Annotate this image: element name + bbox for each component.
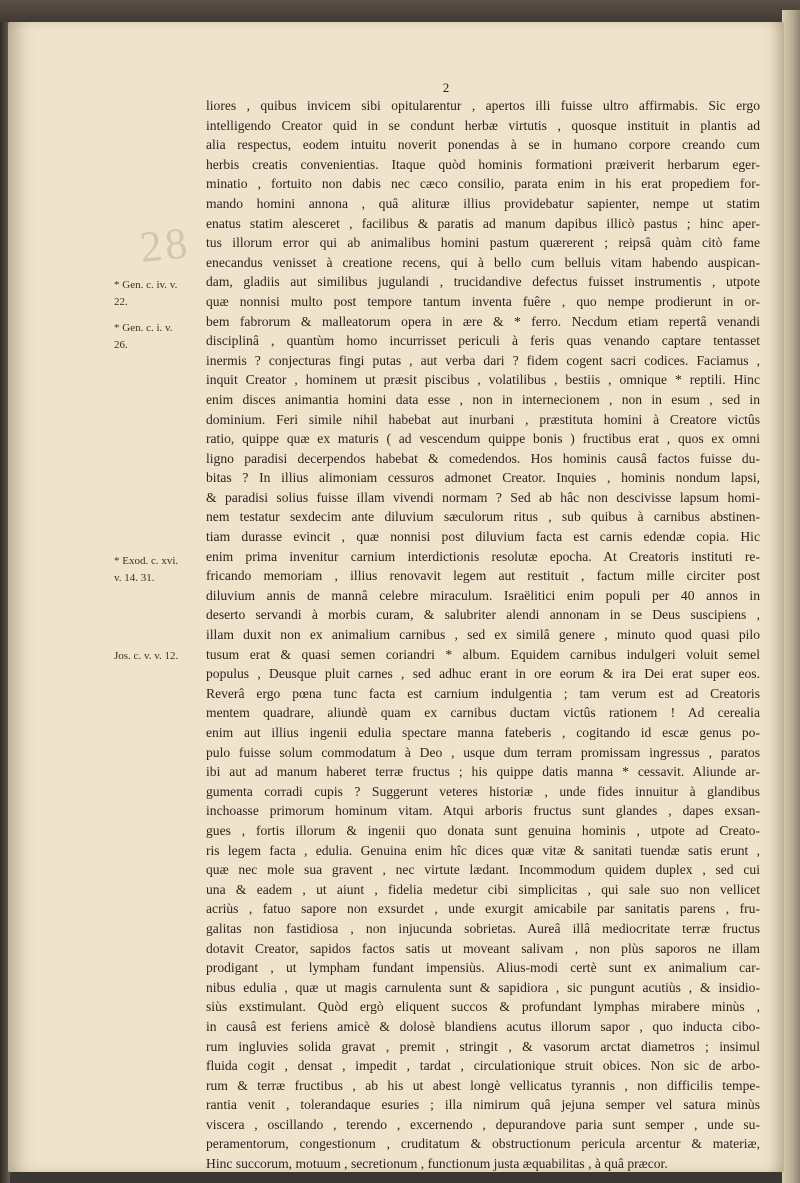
text-line: enecandus venisset à creatione recens, qui à bello cum belluis vitam habendo auspican- [206,254,760,270]
text-line: enim aut illius ingenii edulia spectare manna fateberis , cogitando id escæ genus po- [206,725,760,740]
text-line: viscera , oscillando , terendo , excernendo , depurandove paria sunt semper , unde su- [206,1116,760,1132]
text-line: galitas non fastidiosa , non injucunda sobrietas. Aureâ illâ mediocritate terræ fructus [206,920,760,936]
text-line: fricando memoriam , illius renovavit legem aut restituit , factum mille circiter post [206,568,760,584]
text-line: nibus edulia , quæ ut magis carnulenta sunt & sapidiora , sic pungunt acutiùs , & insidio- [206,979,760,995]
text-line: deserto servandi à morbis curam, & salubriter alendi annonam in se Deus suscipiens , [206,607,760,623]
text-line: rum ingluvies solida gravat , premit , stringit , & vasorum arctat diametros ; insimul [206,1038,760,1054]
text-line: una & eadem , ut aiunt , fidelia medetur cibi simplicitas , qui sale suo non vellicet [206,881,760,897]
text-line: dam, gladiis aut similibus jugulandi , trucidandive defectus fuisset instrumentis , utpote [206,274,760,290]
text-line: gumenta corradi cupis ? Suggerunt veteres historiæ , unde fides innuitur à glandibus [206,783,760,799]
text-line: enim prima invenitur carnium interdictionis resolutæ epocha. At Creatoris instituti re- [206,548,760,564]
text-line: inchoasse primorum hominum vitam. Atqui arboris fructus sunt glandes , dapes exsan- [206,803,760,819]
marginal-note-ref: * Exod. c. xvi. [114,555,179,567]
text-line: dominium. Feri simile nihil habebat aut inurbani , præstituta homini à Creatore victûs [206,411,760,427]
text-line: liores , quibus invicem sibi opitularentur , apertos illi fuisse ultro affirmabis. Sic ergo [206,98,760,113]
marginal-note [114,648,204,665]
page-edge [782,10,800,1183]
text-line: acriùs , fatuo sapore non exsurdet , unde exurgit amicabile par sanitatis parens , fru- [206,901,760,917]
text-line: herbis creatis convenientias. Itaque quòd hominis formationi præiverit herbarum eger- [206,156,760,172]
marginal-note [114,320,204,354]
text-line: gues , fortis illorum & ingenii quo donata sunt genuina hominis , utpote ad Creato- [206,822,760,838]
text-line: quæ nec mole sua gravent , nec virtute lædant. Incommodum quidem duplex , sed cui [206,862,760,878]
marginal-note-ref: 26. [114,339,128,351]
marginal-note-ref: Jos. c. v. v. 12. [114,650,179,662]
text-line: disciplinâ , quantùm homo incurrisset periculi à feris quas venando captare tentasset [206,333,760,349]
text-line: minatio , fortuito non dabis nec cæco consilio, parata enim in his erat propediem for- [206,176,760,192]
text-line: intelligendo Creator quid in se condunt herbæ virtutis , quosque instituit in plantis ad [206,117,760,133]
marginal-note [114,553,204,587]
marginal-note-ref: * Gen. c. i. v. [114,322,173,334]
text-line: tiam durasse evincit , quæ nonnisi post diluvium facta est carnis edendæ copia. Hic [206,529,760,545]
text-line: tusum erat & quasi semen coriandri * album. Equidem carnibus indulgeri voluit semel [206,646,760,662]
text-line: dotavit Creator, sapidos factos satis ut moveant salivam , non plùs saporos ne illam [206,940,760,956]
library-stamp: 2 8 [137,218,186,273]
text-line: pulo fuisse solum commodatum à Deo , usque dum terram promissam ingressus , paratos [206,744,760,760]
text-line: populus , Deusque pluit carnes , sed adhuc erant in ore eorum & ira Dei erat super eos. [206,666,760,682]
page-number: 2 [442,80,450,95]
marginal-note-ref: * Gen. c. iv. v. [114,279,178,291]
text-line: fluida cogit , densat , impedit , tardat , circulationique struit obices. Non sic de arbo- [206,1058,760,1074]
text-line: bitas ? In illius alimoniam cessuros admonet Creator. Inquies , hominis nondum lapsi, [206,470,760,486]
text-line: peramentorum, congestionum , cruditatum & obstructionum pericula arcentur & materiæ, [206,1136,760,1152]
text-line: Reverâ ergo pœna tunc facta est carnium indulgentia ; tam verum est ad Creatoris [206,685,760,701]
text-line: ibi aut ad manum haberet terræ fructus ; his quippe datis manna * cessavit. Aliunde ar- [206,764,760,780]
text-line: bem fabrorum & malleatorum opera in ære & * ferro. Necdum etiam repertâ venandi [206,313,760,329]
text-line: nem testatur sexdecim ante diluvium sæculorum ritus , sub quibus à carnibus abstinen- [206,509,760,525]
text-line: rantia venit , tolerandaque esuries ; illa nimirum quâ jejuna semper vel satura minùs [206,1097,760,1113]
text-line: ligno paradisi decerpendos habebat & comedendos. Hos hominis causâ factos fuisse du- [206,450,760,466]
text-line: illam duxit non ex animalium carnibus , sed ex similâ genere , minuto quod quasi pilo [206,627,760,643]
text-line: enim disces animantia homini data esse , non in internecionem , non in esum , sed in [206,391,760,407]
marginal-note-ref: v. 14. 31. [114,572,155,584]
text-line: ris legem facta , edulia. Genuina enim hîc dices quæ vitæ & sanitati tuendæ satis erunt , [206,842,760,858]
text-line: tus illorum error qui ab animalibus homini pastum quærerent ; reipsâ quàm citò fame [206,235,760,251]
text-line: Hinc succorum, motuum , secretionum , functionum justa æquabilitas , à quâ præcor. [206,1156,668,1172]
text-line: alia respectus, eodem intuitu noverit ponendas à se in humano corpore creando cum [206,137,760,153]
text-line: mentem quadrare, aliundè quam ex carnibus ductam victûs rationem ! Ad cerealia [206,705,760,721]
body-text [206,96,760,1174]
text-line: prodigant , ut lympham fundant impensiùs. Alius-modi certè sunt ex animalium car- [206,960,760,976]
text-line: in causâ est feriens amicè & dolosè blandiens acutus illorum sapor , quo inducta cibo- [206,1018,760,1034]
text-line: siùs exstimulant. Quòd ergò eliquent succos & profundant lymphas mirabere minùs , [206,999,760,1015]
text-line: & paradisi solius fuisse illam vivendi normam ? Sed ab hâc non descivisse lapsum homi- [206,489,760,505]
text-line: diluvium annis de mannâ celebre miraculum. Israëlitici enim populi per 40 annos in [206,587,760,603]
marginal-note [114,277,204,311]
marginal-note-ref: 22. [114,296,128,308]
text-line: rum & terræ fructibus , ab his ut abest longè vellicatus tyrannis , non difficilis tempe- [206,1077,760,1093]
text-line: enatus statim alesceret , facilibus & paratis ad manum dapibus illicò pastus ; hinc aper- [206,215,760,231]
text-line: quæ nonnisi multo post tempore tantum inventa fuêre , quo nempe prodierunt in or- [206,293,760,309]
text-line: mando homini annona , quâ alituræ illius providebatur sapienter, nempe ut statim [206,195,760,211]
text-line: inermis ? conjecturas fingi putas , aut verba dari ? fidem cogent sacri codices. Faciamus , [206,352,760,368]
text-line: inquit Creator , hominem ut præsit piscibus , volatilibus , bestiis , omnique * reptili. Hinc [206,372,760,388]
text-line: ratio, quippe quæ ex maturis ( ad vescendum quippe bonis ) fructibus erat , quos ex omni [206,431,760,447]
